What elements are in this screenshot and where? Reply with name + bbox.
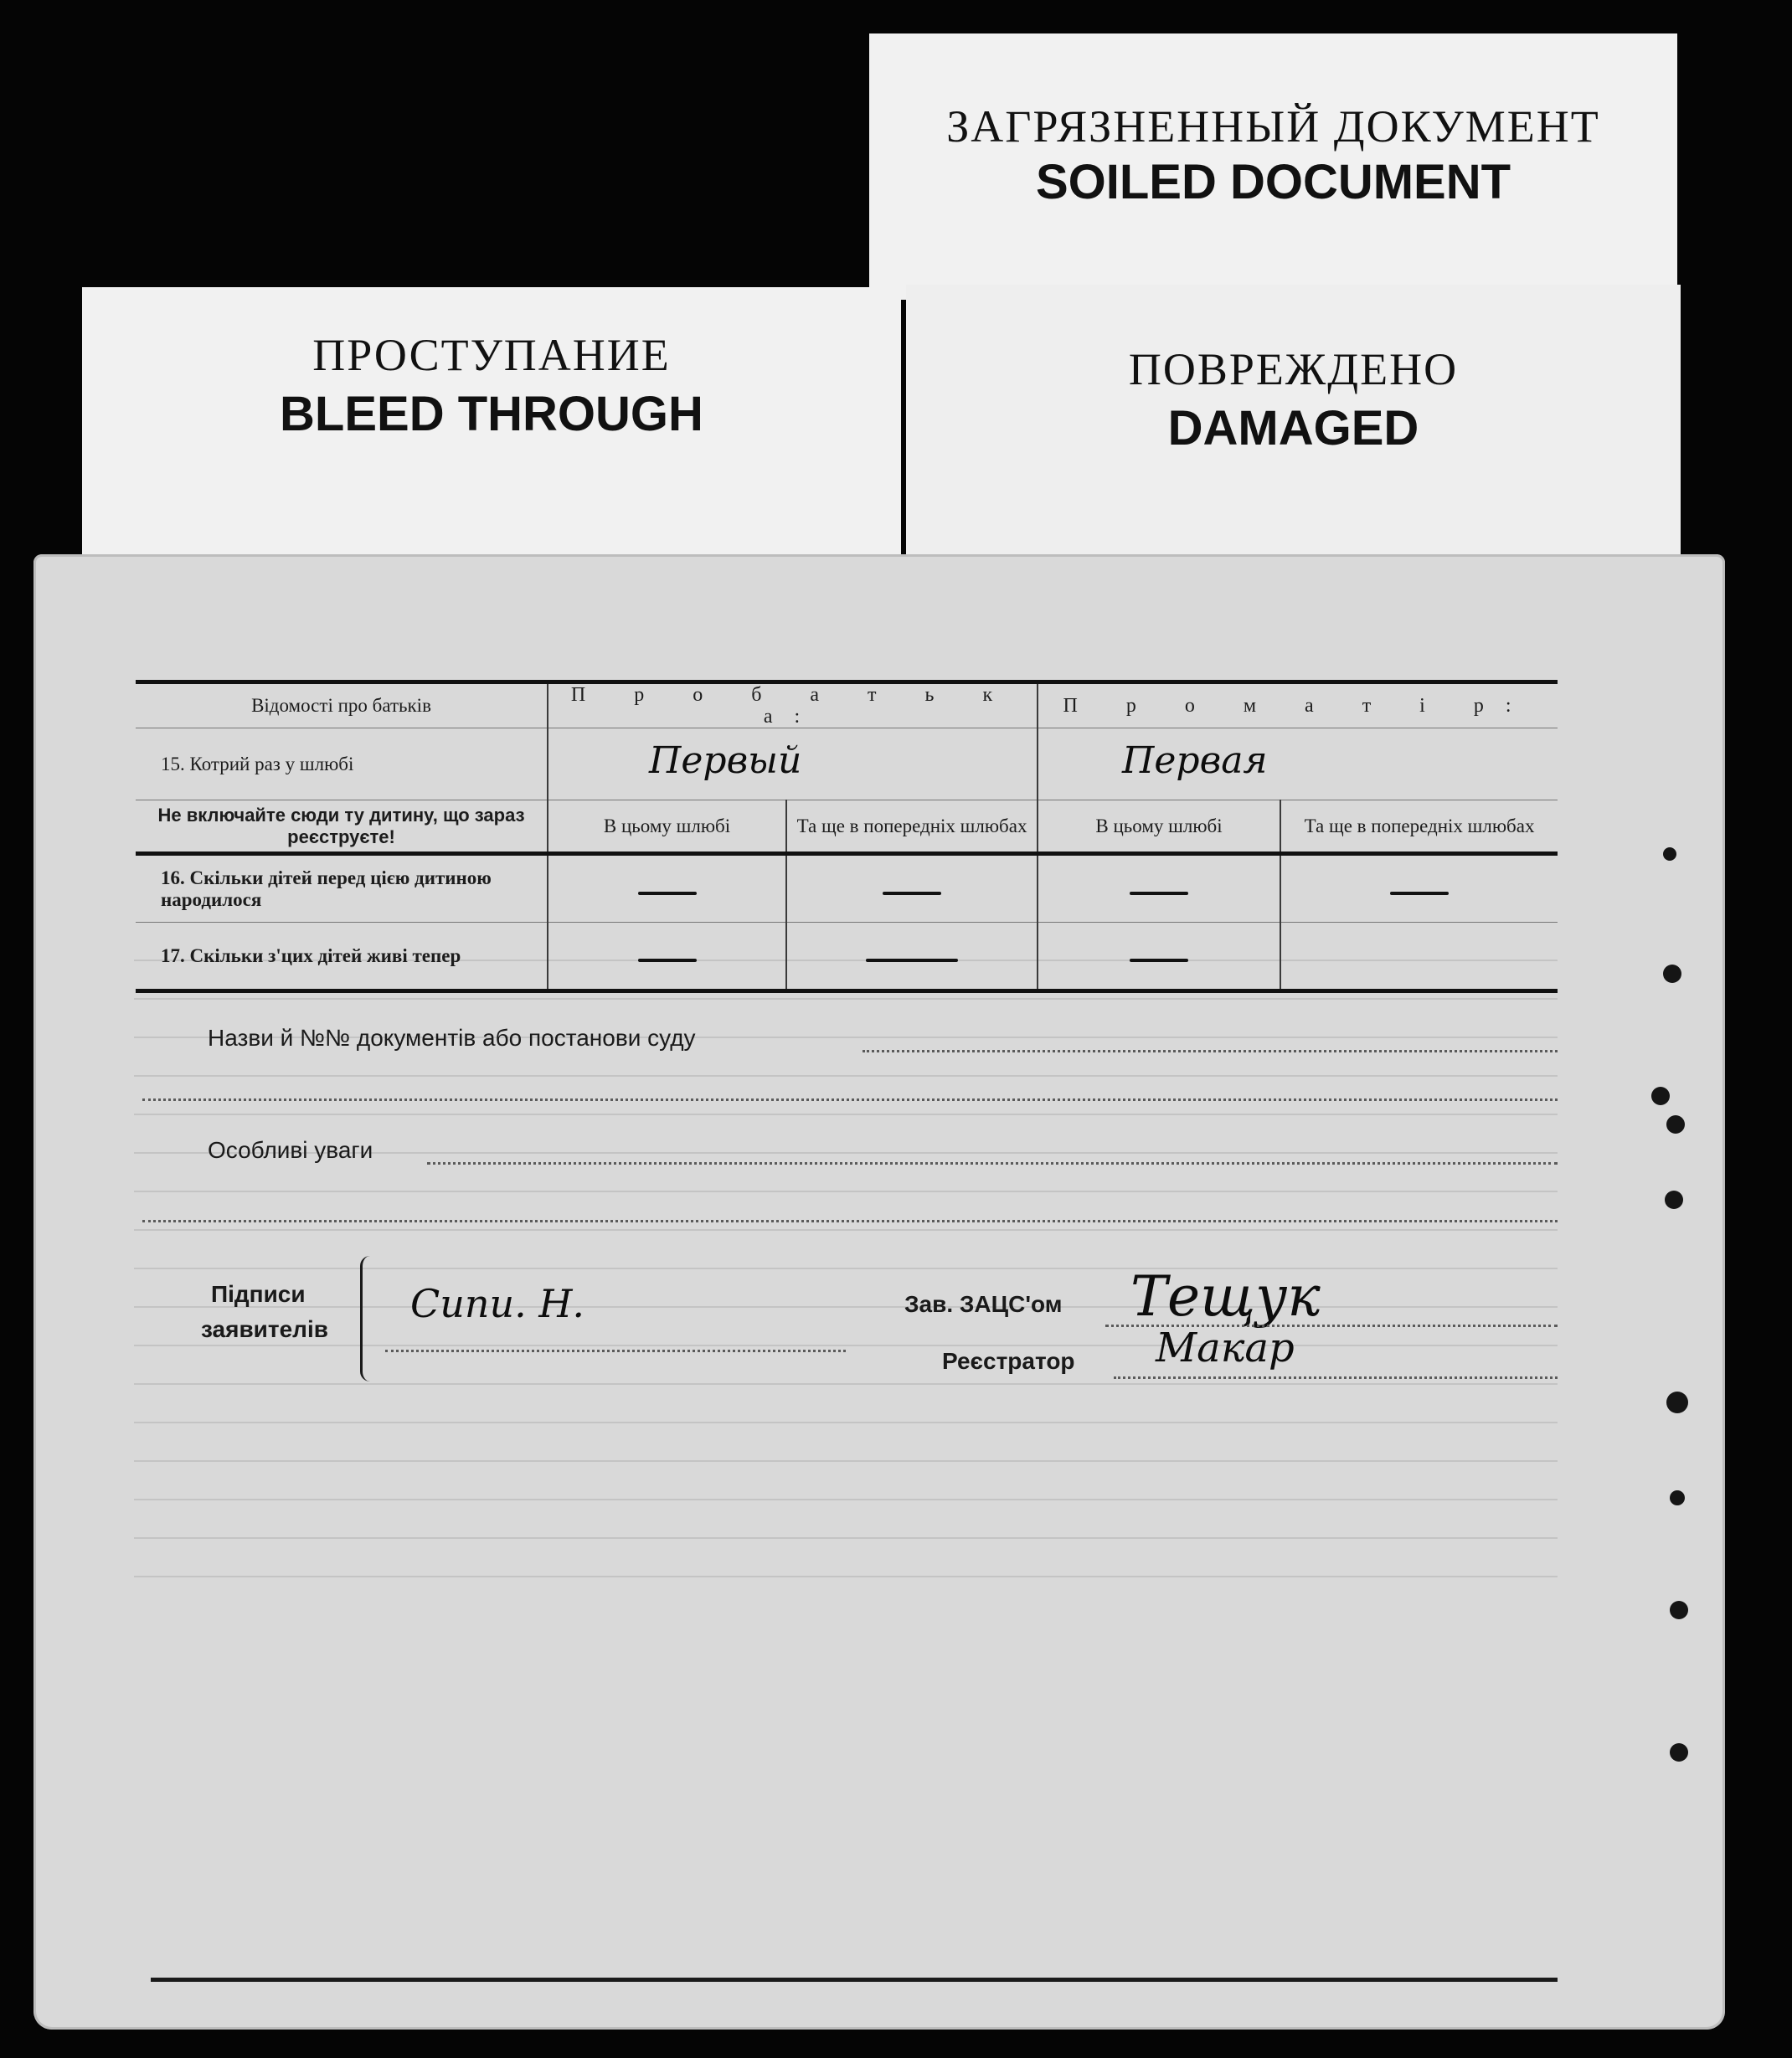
q16-dash-mark xyxy=(1130,892,1188,895)
header-parents-info: Відомості про батьків xyxy=(251,695,431,716)
punch-hole xyxy=(1666,1115,1685,1134)
q16-dash-mark xyxy=(638,892,697,895)
father-previous-marriages: Та ще в попередніх шлюбах xyxy=(786,800,1038,854)
q16-dash-mark xyxy=(883,892,941,895)
mother-this-marriage: В цьому шлюбі xyxy=(1038,800,1280,854)
applicant-signature-line xyxy=(385,1350,846,1352)
q16-dash-mark xyxy=(1390,892,1449,895)
header-father: П р о б а т ь к а: xyxy=(548,682,1038,728)
q15-label: 15. Котрий раз у шлюбі xyxy=(161,753,354,774)
head-of-office-signature: Тещук xyxy=(1130,1264,1321,1329)
q15-mother-answer: Первая xyxy=(1122,739,1268,782)
registrar-label: Реєстратор xyxy=(942,1348,1075,1374)
punch-hole xyxy=(1670,1743,1688,1762)
q16-label: 16. Скільки дітей перед цією дитиною народилося xyxy=(161,867,492,910)
punch-hole xyxy=(1665,1191,1683,1209)
soiled-label-en: SOILED DOCUMENT xyxy=(1035,155,1511,209)
bleed-through-label xyxy=(82,287,901,576)
damaged-label xyxy=(906,285,1681,569)
punch-hole xyxy=(1663,965,1681,983)
applicants-signatures-label-2: заявителів xyxy=(201,1316,328,1342)
q15-father-answer: Первый xyxy=(649,739,802,782)
punch-hole xyxy=(1666,1392,1688,1413)
punch-hole xyxy=(1663,847,1676,861)
row-q17 xyxy=(136,923,1558,991)
remarks-field-line-2 xyxy=(142,1220,1558,1222)
q17-label: 17. Скільки з'цих дітей живі тепер xyxy=(161,944,461,966)
q17-dash-mark xyxy=(1130,959,1188,962)
header-mother: П р о м а т і р: xyxy=(1038,682,1558,728)
applicant-signature: Сипи. Н. xyxy=(410,1281,585,1326)
punch-hole xyxy=(1670,1601,1688,1619)
father-this-marriage: В цьому шлюбі xyxy=(548,800,786,854)
form-sheet xyxy=(33,554,1725,2030)
soiled-document-label xyxy=(869,33,1677,300)
punch-hole xyxy=(1651,1087,1670,1105)
punch-hole xyxy=(1670,1490,1685,1505)
table-header-row xyxy=(136,682,1558,728)
damaged-label-ru: ПОВРЕЖДЕНО xyxy=(1128,344,1459,394)
applicants-signatures-label-1: Підписи xyxy=(211,1281,306,1307)
registrar-line xyxy=(1114,1376,1558,1379)
remarks-field-label: Особливі уваги xyxy=(208,1137,373,1163)
bottom-rule xyxy=(151,1978,1558,1982)
head-of-office-label: Зав. ЗАЦС'ом xyxy=(904,1291,1063,1317)
documents-field-label: Назви й №№ документів або постанови суду xyxy=(208,1025,696,1051)
documents-field-line-2 xyxy=(142,1098,1558,1101)
parents-info-table xyxy=(136,680,1558,993)
soiled-label-ru: ЗАГРЯЗНЕННЫЙ ДОКУМЕНТ xyxy=(946,101,1600,152)
remarks-field-line xyxy=(427,1162,1558,1165)
applicants-brace xyxy=(360,1256,371,1381)
damaged-label-en: DAMAGED xyxy=(1167,401,1419,455)
exclude-child-note: Не включайте сюди ту дитину, що зараз реєструєте! xyxy=(157,804,525,847)
documents-field-line xyxy=(863,1050,1558,1052)
row-q16 xyxy=(136,854,1558,923)
bleed-label-en: BLEED THROUGH xyxy=(280,387,703,441)
mother-previous-marriages: Та ще в попередніх шлюбах xyxy=(1280,800,1558,854)
row-subheader xyxy=(136,800,1558,854)
row-q15 xyxy=(136,728,1558,800)
registrar-signature: Макар xyxy=(1156,1325,1295,1371)
q17-dash-mark xyxy=(866,959,958,962)
bleed-label-ru: ПРОСТУПАНИЕ xyxy=(312,330,671,380)
q17-dash-mark xyxy=(638,959,697,962)
